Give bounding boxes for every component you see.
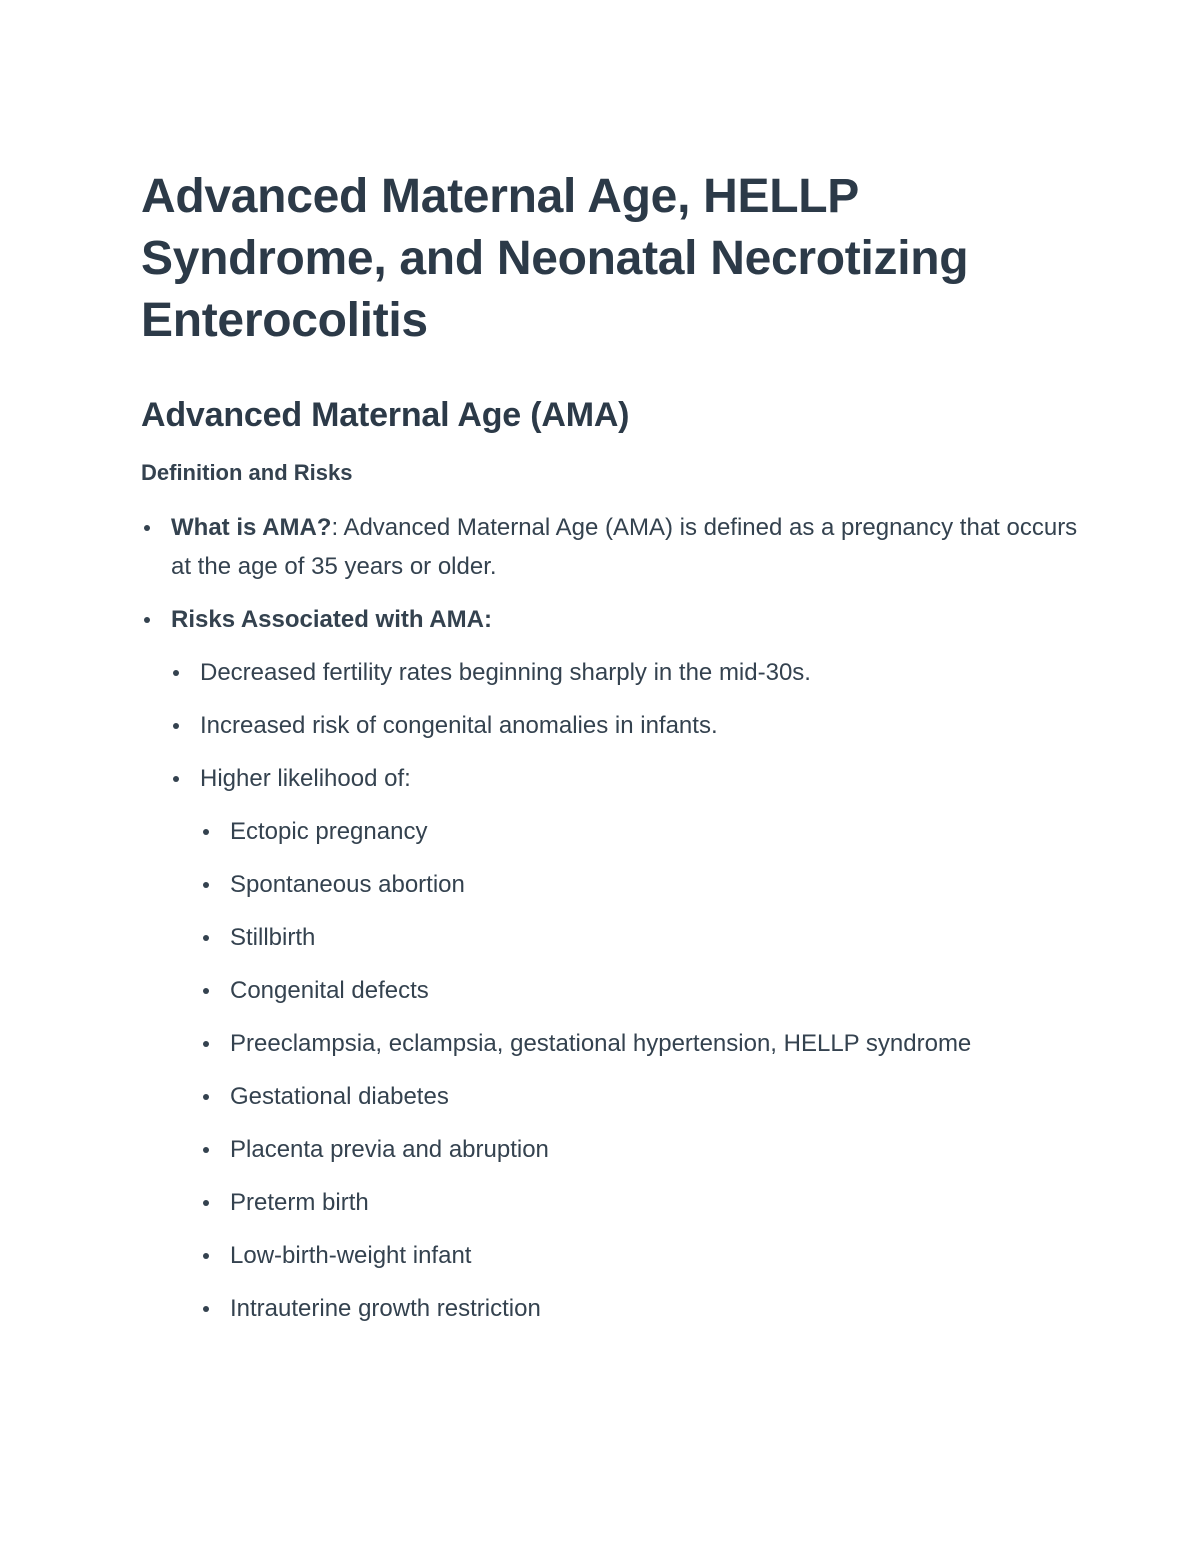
list-item: Increased risk of congenital anomalies in infants.	[170, 706, 1081, 745]
list-item: Placenta previa and abruption	[200, 1130, 1081, 1169]
list-item-higher-likelihood	[170, 759, 1081, 1328]
higher-likelihood-label: Higher likelihood of:	[200, 765, 411, 792]
list-item: Preterm birth	[200, 1183, 1081, 1222]
list-item: Spontaneous abortion	[200, 865, 1081, 904]
definition-list	[141, 508, 1081, 1328]
what-is-ama-label: What is AMA?	[171, 514, 332, 541]
list-item: Congenital defects	[200, 971, 1081, 1010]
what-is-ama-text: : Advanced Maternal Age (AMA) is defined as a pregnancy that occurs at the age of 35 years or older.	[171, 514, 1078, 580]
list-item: Decreased fertility rates beginning sharply in the mid-30s.	[170, 653, 1081, 692]
document-page	[141, 166, 1081, 1342]
risks-label: Risks Associated with AMA	[171, 606, 484, 633]
section-heading: Advanced Maternal Age (AMA)	[141, 396, 630, 434]
list-item: Low-birth-weight infant	[200, 1236, 1081, 1275]
list-item: Preeclampsia, eclampsia, gestational hypertension, HELLP syndrome	[200, 1024, 1081, 1063]
list-item-what-is-ama	[141, 508, 1081, 586]
list-item-risks	[141, 600, 1081, 1328]
likelihood-list	[200, 812, 1081, 1328]
list-item: Stillbirth	[200, 918, 1081, 957]
list-item: Ectopic pregnancy	[200, 812, 1081, 851]
list-item: Gestational diabetes	[200, 1077, 1081, 1116]
subsection-heading: Definition and Risks	[141, 460, 353, 485]
risks-list	[171, 653, 1081, 1328]
list-item: Intrauterine growth restriction	[200, 1289, 1081, 1328]
document-title: Advanced Maternal Age, HELLP Syndrome, and Neonatal Necrotizing Enterocolitis	[141, 170, 969, 347]
risks-label-colon: :	[483, 606, 492, 633]
